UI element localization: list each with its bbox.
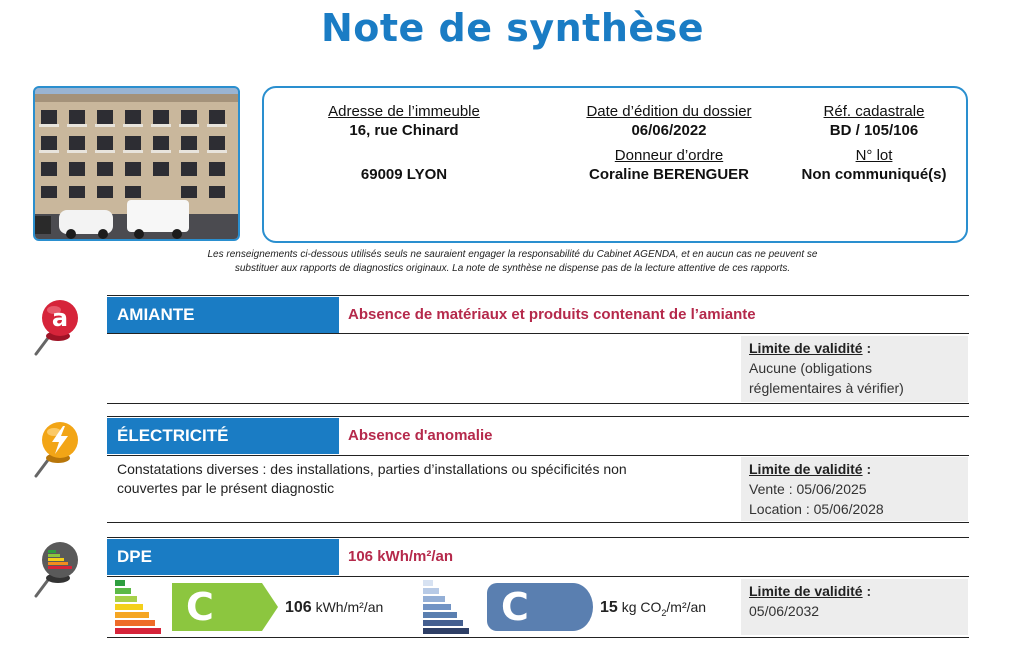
city-value: 69009 LYON [360,166,448,183]
note-line: Constatations diverses : des installations, parties d’installations ou spécificités non [117,461,627,477]
ges-unit-post: /m²/an [666,599,707,615]
page-title: Note de synthèse [320,6,705,50]
building-photo [33,86,240,241]
validity-line: Location : 05/06/2028 [749,501,884,517]
energy-value [285,598,383,617]
ges-unit-sub: 2 [661,607,667,618]
energy-scale-icon [115,580,165,639]
validity-line: Aucune (obligations [749,360,872,376]
cadastre-label: Réf. cadastrale [823,103,925,120]
address-label: Adresse de l’immeuble [328,103,480,120]
energy-rating-pin-icon [30,540,86,605]
electricite-heading: ÉLECTRICITÉ [107,418,339,454]
electricite-validity [741,457,968,521]
ges-unit-pre: kg CO [621,599,662,615]
street-value: 16, rue Chinard [349,122,459,139]
validity-label: Limite de validité [749,583,863,599]
client-value: Coraline BERENGUER [588,166,750,183]
electricite-note [117,460,717,498]
disclaimer-line: Les renseignements ci-dessous utilisés seuls ne sauraient engager la responsabilité du Cabinet AGENDA, et en aucun cas ne peuvent se [207,249,818,260]
energy-number: 106 [285,599,312,616]
validity-label: Limite de validité [749,461,863,477]
dpe-validity [741,579,968,635]
ges-number: 15 [600,599,618,616]
amiante-validity [741,336,968,402]
ges-class-letter: C [501,585,529,629]
dpe-result: 106 kWh/m²/an [348,548,454,565]
client-label: Donneur d’ordre [614,147,724,164]
note-line: couvertes par le présent diagnostic [117,480,335,496]
energy-unit: kWh/m²/an [315,599,384,615]
ges-value [600,598,706,623]
cadastre-value: BD / 105/106 [829,122,919,139]
asbestos-pin-icon [30,298,86,363]
disclaimer [100,248,925,276]
energy-class-letter: C [186,585,214,629]
date-label: Date d’édition du dossier [586,103,752,120]
validity-line: 05/06/2032 [749,603,820,619]
amiante-result: Absence de matériaux et produits contenant de l’amiante [348,306,756,323]
electricite-result: Absence d'anomalie [348,427,493,444]
lot-value: Non communiqué(s) [801,166,947,183]
validity-separator: : [862,340,872,356]
validity-separator: : [862,583,872,599]
validity-label: Limite de validité [749,340,863,356]
building-info-panel [262,86,968,243]
ges-scale-icon [423,580,473,639]
dpe-heading: DPE [107,539,339,575]
svg-text:a: a [51,304,69,332]
energy-class-badge [172,583,278,636]
electricity-pin-icon [30,420,86,485]
validity-line: Vente : 05/06/2025 [749,481,867,497]
ges-class-badge [487,583,593,636]
disclaimer-line: substituer aux rapports de diagnostics originaux. La note de synthèse ne dispense pas de la lecture attentive de ces rapports. [234,263,791,274]
amiante-heading: AMIANTE [107,297,339,333]
validity-separator: : [862,461,872,477]
date-value: 06/06/2022 [631,122,707,139]
validity-line: réglementaires à vérifier) [749,380,904,396]
lot-label: N° lot [855,147,893,164]
